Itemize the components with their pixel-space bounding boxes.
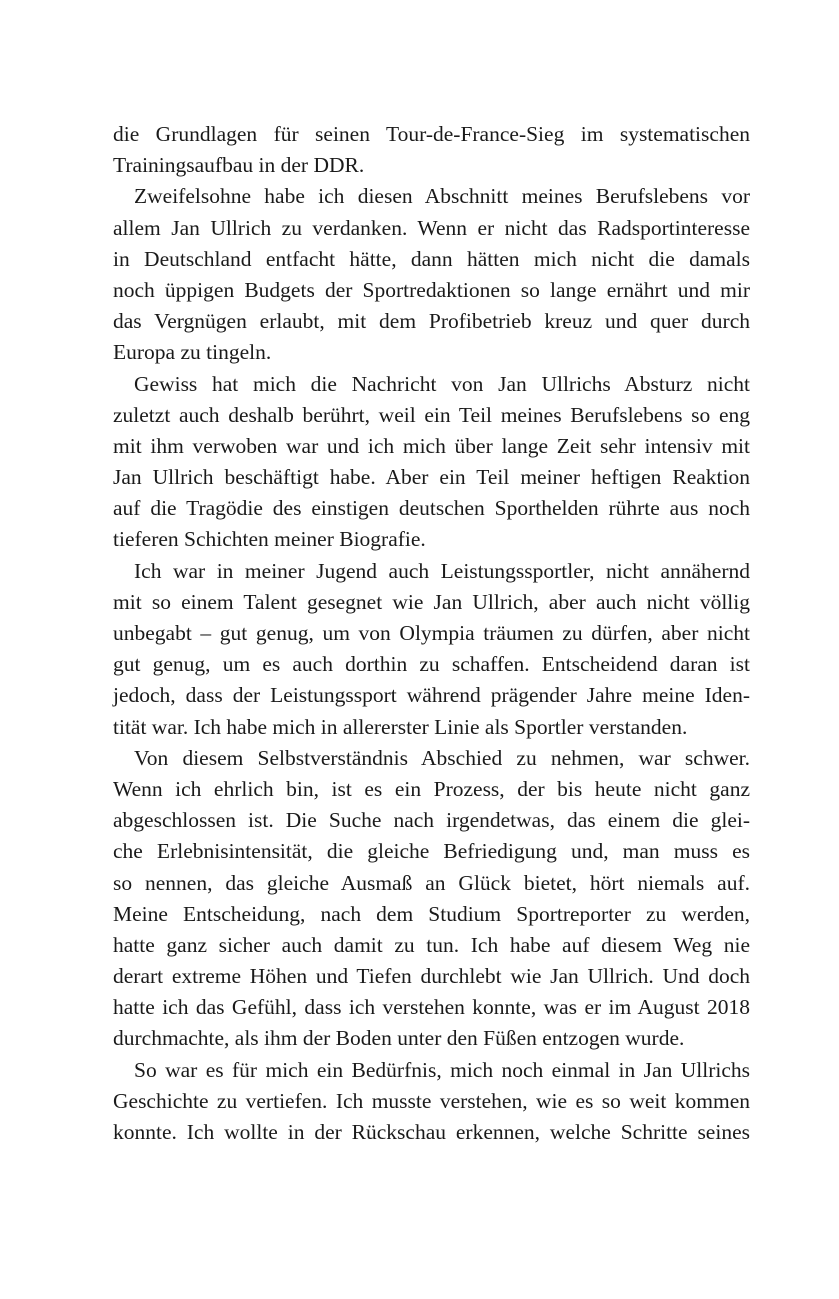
text-line: noch üppigen Budgets der Sportredaktionen so lange ernährt und mir [113, 277, 750, 302]
text-line: mit so einem Talent gesegnet wie Jan Ullrich, aber auch nicht völlig [113, 589, 750, 614]
text-line: Jan Ullrich beschäftigt habe. Aber ein Teil meiner heftigen Reaktion [113, 465, 750, 490]
text-line: jedoch, dass der Leistungssport während prägender Jahre meine Iden- [113, 683, 750, 708]
paragraph-5 [113, 743, 750, 1055]
paragraph-2 [113, 181, 750, 368]
text-line: zuletzt auch deshalb berührt, weil ein Teil meines Berufslebens so eng [113, 402, 750, 427]
text-line: gut genug, um es auch dorthin zu schaffen. Entscheidend daran ist [113, 652, 750, 677]
book-page-text [113, 119, 750, 1148]
text-line: durchmachte, als ihm der Boden unter den Füßen entzogen wurde. [113, 1026, 685, 1051]
text-line: derart extreme Höhen und Tiefen durchlebt wie Jan Ullrich. Und doch [113, 964, 750, 989]
paragraph-6 [113, 1055, 750, 1149]
text-line: Gewiss hat mich die Nachricht von Jan Ullrichs Absturz nicht [134, 371, 750, 396]
text-line: unbegabt – gut genug, um von Olympia träumen zu dürfen, aber nicht [113, 621, 750, 645]
text-line: So war es für mich ein Bedürfnis, mich noch einmal in Jan Ullrichs [134, 1057, 750, 1082]
text-line: Trainingsaufbau in der DDR. [113, 153, 365, 178]
text-line: so nennen, das gleiche Ausmaß an Glück bietet, hört niemals auf. [113, 870, 750, 895]
text-line: auf die Tragödie des einstigen deutschen Sporthelden rührte aus noch [113, 496, 750, 521]
paragraph-3 [113, 369, 750, 556]
text-line: hatte ich das Gefühl, dass ich verstehen konnte, was er im August 2018 [113, 995, 750, 1020]
text-line: Zweifelsohne habe ich diesen Abschnitt meines Berufslebens vor [134, 184, 750, 209]
text-line: che Erlebnisintensität, die gleiche Befriedigung und, man muss es [113, 839, 750, 864]
text-line: abgeschlossen ist. Die Suche nach irgendetwas, das einem die glei- [113, 808, 750, 833]
text-line: das Vergnügen erlaubt, mit dem Profibetrieb kreuz und quer durch [113, 309, 750, 334]
text-line: Von diesem Selbstverständnis Abschied zu nehmen, war schwer. [134, 745, 750, 770]
text-line: hatte ganz sicher auch damit zu tun. Ich habe auf diesem Weg nie [113, 932, 750, 957]
text-line: Wenn ich ehrlich bin, ist es ein Prozess, der bis heute nicht ganz [113, 776, 750, 801]
text-line: tieferen Schichten meiner Biografie. [113, 527, 426, 552]
paragraph-1 [113, 119, 750, 181]
text-line: Ich war in meiner Jugend auch Leistungssportler, nicht annähernd [134, 558, 750, 583]
text-line: Europa zu tingeln. [113, 340, 272, 365]
text-line: die Grundlagen für seinen Tour-de-France-Sieg im systematischen [113, 122, 750, 146]
text-line: Meine Entscheidung, nach dem Studium Sportreporter zu werden, [113, 901, 750, 926]
paragraph-4 [113, 556, 750, 743]
text-line: mit ihm verwoben war und ich mich über lange Zeit sehr intensiv mit [113, 433, 750, 458]
text-line: Geschichte zu vertiefen. Ich musste verstehen, wie es so weit kommen [113, 1088, 750, 1113]
text-line: in Deutschland entfacht hätte, dann hätten mich nicht die damals [113, 246, 750, 271]
text-line: konnte. Ich wollte in der Rückschau erkennen, welche Schritte seines [113, 1120, 750, 1144]
text-line: allem Jan Ullrich zu verdanken. Wenn er nicht das Radsportinteresse [113, 215, 750, 240]
text-line: tität war. Ich habe mich in allererster Linie als Sportler verstanden. [113, 714, 688, 739]
